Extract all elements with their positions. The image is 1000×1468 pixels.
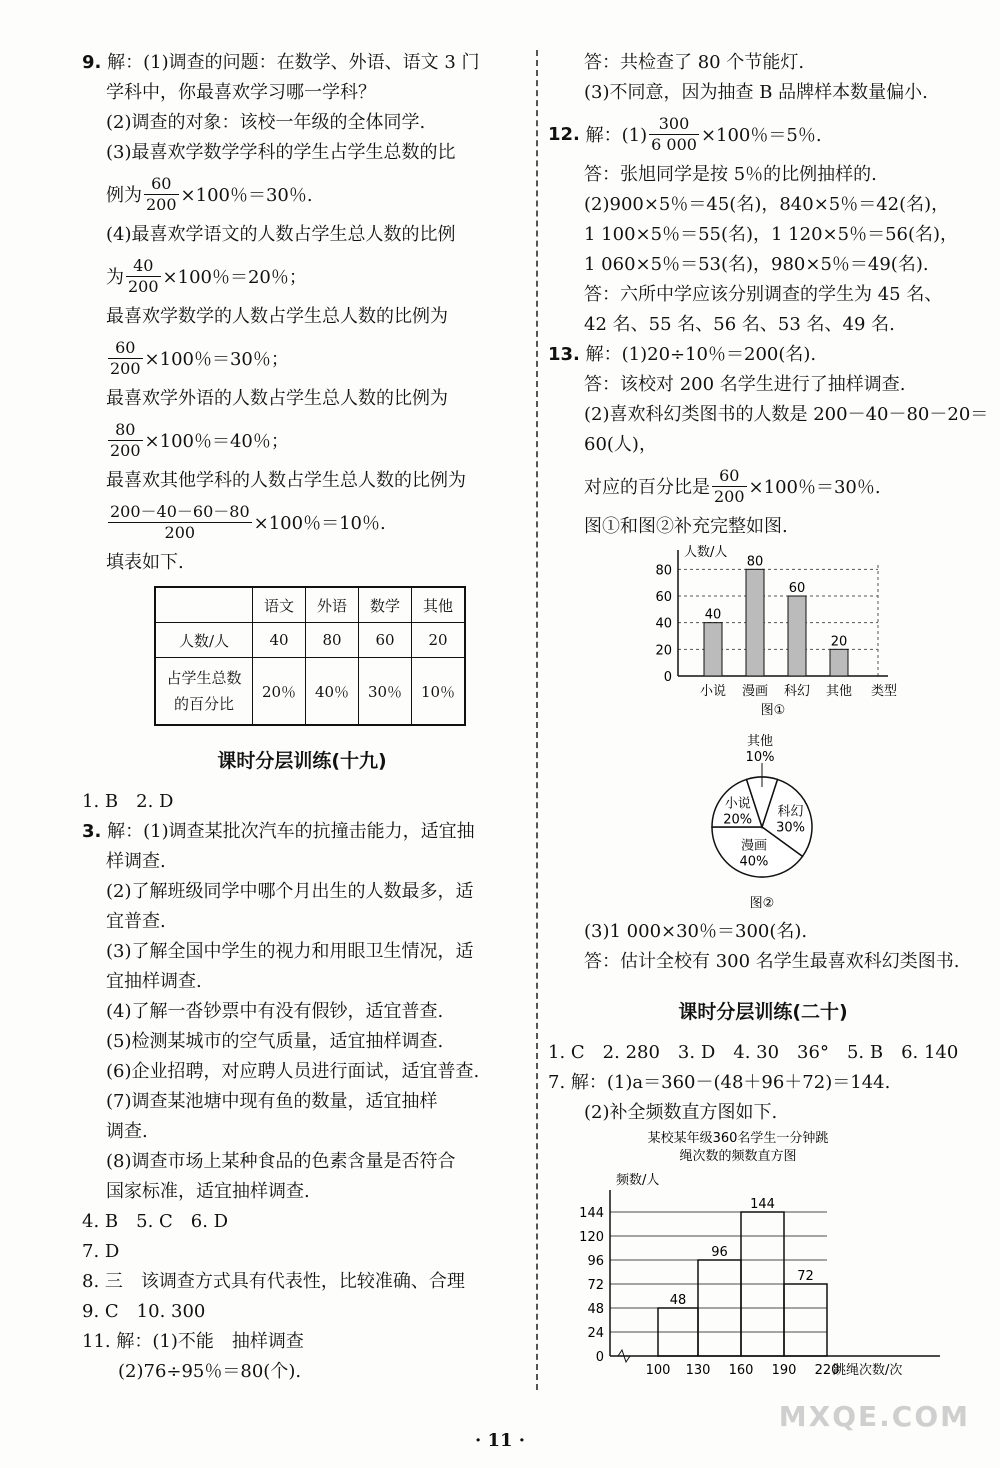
q3-line: 国家标准，适宜抽样调查. <box>106 1181 310 1202</box>
q13-line: 答：估计全校有 300 名学生最喜欢科幻类图书. <box>584 951 960 972</box>
q9-line: 学科中，你最喜欢学习哪一学科？ <box>106 82 376 103</box>
y-tick-label: 40 <box>655 616 672 632</box>
q7-line: 7. 解：(1)a＝360－(48＋96＋72)＝144. <box>548 1072 891 1093</box>
q3-line: 宜抽样调查. <box>106 971 202 992</box>
q3-line: (5)检测某城市的空气质量，适宜抽样调查. <box>106 1031 444 1052</box>
x-tick-label: 其他 <box>825 684 853 699</box>
q12-line: 答：六所中学应该分别调查的学生为 45 名、 <box>584 284 943 305</box>
answer-line: 4. B 5. C 6. D <box>82 1211 229 1232</box>
answer-table <box>154 586 466 726</box>
x-axis-label: 类型 <box>871 684 898 699</box>
fraction-line: $\frac{200-40-60-80}{200}$ ×100％＝10％. <box>110 501 386 542</box>
bar <box>830 649 848 676</box>
q9-line: 填表如下. <box>106 552 184 573</box>
histogram-jump-rope <box>548 1128 968 1378</box>
chart-title: 绳次数的频数直方图 <box>679 1149 797 1164</box>
q9-line: (2)调查的对象：该校一年级的全体同学. <box>106 112 426 133</box>
chart-title: 某校某年级360名学生一分钟跳 <box>647 1131 829 1146</box>
q11-line: 11. 解：(1)不能 抽样调查 <box>82 1331 304 1352</box>
x-tick-label: 130 <box>685 1363 711 1378</box>
pie-label: 漫画 <box>740 838 767 854</box>
right-column <box>548 48 989 1378</box>
x-tick-label: 科幻 <box>783 684 811 699</box>
q3-line: (2)了解班级同学中哪个月出生的人数最多，适 <box>106 881 474 902</box>
fraction: $\frac{80}{200}$ <box>110 419 141 460</box>
q12-line: 1 100×5％＝55(名)，1 120×5％＝56(名)， <box>584 224 959 245</box>
answer-line: 7. D <box>82 1241 120 1262</box>
section-title: 课时分层训练(二十) <box>678 1001 848 1023</box>
fraction-line: 对应的百分比是 $\frac{60}{200}$ ×100％＝30％. <box>584 465 881 506</box>
fraction: $\frac{40}{200}$ <box>128 255 159 296</box>
answer-line: 8. 三 该调查方式具有代表性，比较准确、合理 <box>82 1271 465 1292</box>
fraction: $\frac{60}{200}$ <box>146 173 177 214</box>
data-label: 48 <box>669 1293 687 1308</box>
chart-caption: 图① <box>760 703 786 718</box>
section-title: 课时分层训练(十九) <box>217 750 387 772</box>
y-tick-label: 96 <box>587 1254 604 1269</box>
x-tick-label: 小说 <box>699 684 727 699</box>
q12-line: (2)900×5％＝45(名)，840×5％＝42(名)， <box>584 194 950 215</box>
q13-line: (3)1 000×30％＝300(名). <box>584 921 808 942</box>
column-divider <box>536 50 538 1390</box>
histogram-bar <box>784 1284 827 1356</box>
x-axis-label: 跳绳次数/次 <box>833 1363 903 1378</box>
q9-line: 最喜欢学外语的人数占学生总人数的比例为 <box>106 388 448 409</box>
answer-line: 1. B 2. D <box>82 791 174 812</box>
q3-line: (8)调查市场上某种食品的色素含量是否符合 <box>106 1151 456 1172</box>
q11-line: (2)76÷95％＝80(个). <box>118 1361 302 1382</box>
data-label: 40 <box>704 607 722 623</box>
q9-line: (4)最喜欢学语文的人数占学生总人数的比例 <box>106 224 456 245</box>
data-label: 60 <box>788 581 806 596</box>
table-row: 人数/人 40 80 60 20 <box>155 623 465 658</box>
fraction-line: $\frac{60}{200}$ ×100％＝30％； <box>110 337 289 378</box>
y-tick-label: 144 <box>579 1206 604 1221</box>
q3-line: (4)了解一沓钞票中有没有假钞，适宜普查. <box>106 1001 444 1022</box>
q9-line: 最喜欢学数学的人数占学生总人数的比例为 <box>106 306 448 327</box>
y-tick-label: 0 <box>595 1350 604 1365</box>
q9-line: 9. 解：(1)调查的问题：在数学、外语、语文 3 门 <box>82 52 480 73</box>
q13-line: 13. 解：(1)20÷10％＝200(名). <box>548 344 817 365</box>
y-tick-label: 60 <box>655 590 672 605</box>
q12-line: 42 名、55 名、56 名、53 名、49 名. <box>584 314 895 335</box>
fraction-line: 为 $\frac{40}{200}$ ×100％＝20％； <box>106 255 307 296</box>
data-label: 144 <box>750 1197 775 1212</box>
q3-line: 宜普查. <box>106 911 166 932</box>
y-tick-label: 72 <box>587 1278 604 1293</box>
x-tick-label: 100 <box>645 1363 671 1378</box>
q13-line: 答：该校对 200 名学生进行了抽样调查. <box>584 374 906 395</box>
pie-label: 其他 <box>746 734 774 749</box>
pie-percent: 30% <box>776 820 805 836</box>
y-tick-label: 48 <box>587 1302 604 1317</box>
q12-line: 答：张旭同学是按 5％的比例抽样的. <box>584 164 877 185</box>
q3-line: (6)企业招聘，对应聘人员进行面试，适宜普查. <box>106 1061 480 1082</box>
bar <box>788 596 806 676</box>
q3-line: (7)调查某池塘中现有鱼的数量，适宜抽样 <box>106 1091 438 1112</box>
answer-line: 1. C 2. 280 3. D 4. 30 36° 5. B 6. 140 <box>548 1042 959 1063</box>
fraction-line: 例为 $\frac{60}{200}$ ×100％＝30％. <box>106 173 313 214</box>
fraction: $\frac{200-40-60-80}{200}$ <box>110 501 250 542</box>
y-tick-label: 20 <box>655 643 672 659</box>
fraction: $\frac{60}{200}$ <box>714 465 745 506</box>
chart-caption: 图② <box>749 896 775 911</box>
y-axis-label: 人数/人 <box>684 545 728 560</box>
q12-line: 1 060×5％＝53(名)，980×5％＝49(名). <box>584 254 929 275</box>
data-label: 96 <box>711 1245 728 1260</box>
q3-line: 样调查. <box>106 851 166 872</box>
data-label: 20 <box>830 634 848 650</box>
fraction: $\frac{60}{200}$ <box>110 337 141 378</box>
data-label: 80 <box>746 554 764 570</box>
q3-line: 调查. <box>106 1121 148 1142</box>
fraction-line: $\frac{80}{200}$ ×100％＝40％； <box>110 419 289 460</box>
x-tick-label: 漫画 <box>741 684 769 699</box>
x-tick-label: 220 <box>814 1363 840 1378</box>
bar-chart-reading <box>548 542 968 727</box>
y-axis-label: 频数/人 <box>616 1173 660 1188</box>
q9-line: 最喜欢其他学科的人数占学生总人数的比例为 <box>106 470 466 491</box>
answer-line: 9. C 10. 300 <box>82 1301 206 1322</box>
q7-line: (2)补全频数直方图如下. <box>584 1102 778 1123</box>
x-tick-label: 160 <box>728 1363 754 1378</box>
y-tick-label: 0 <box>663 670 672 685</box>
page-number: · 11 · <box>474 1430 526 1451</box>
q13-line: 60(人)， <box>584 434 657 455</box>
pie-percent: 20% <box>723 812 753 828</box>
left-column <box>82 48 522 1387</box>
q13-line: (2)喜欢科幻类图书的人数是 200－40－80－20＝ <box>584 404 989 425</box>
q3-line: (3)了解全国中学生的视力和用眼卫生情况，适 <box>106 941 474 962</box>
bar <box>704 623 722 676</box>
pie-percent: 10% <box>745 750 775 765</box>
q9-line: (3)最喜欢学数学学科的学生占学生总数的比 <box>106 142 456 163</box>
q11-line: 答：共检查了 80 个节能灯. <box>584 52 805 73</box>
data-label: 72 <box>797 1269 814 1284</box>
pie-label: 科幻 <box>777 804 804 820</box>
watermark: MXQE.COM <box>778 1400 970 1433</box>
pie-label: 小说 <box>724 796 751 812</box>
y-tick-label: 120 <box>579 1230 604 1245</box>
pie-percent: 40% <box>739 854 769 870</box>
table-row: 占学生总数 的百分比 20％ 40％ 30％ 10％ <box>155 658 465 726</box>
y-tick-label: 24 <box>587 1326 604 1341</box>
q13-line: 图①和图②补充完整如图. <box>584 516 788 537</box>
bar <box>746 569 764 676</box>
y-tick-label: 80 <box>655 563 672 579</box>
q3-line: 3. 解：(1)调查某批次汽车的抗撞击能力，适宜抽 <box>82 821 475 842</box>
fraction: $\frac{300}{6 000}$ <box>651 113 697 154</box>
pie-chart-reading <box>548 727 968 917</box>
q11-line: (3)不同意，因为抽查 B 品牌样本数量偏小. <box>584 82 928 103</box>
table-row: 语文 外语 数学 其他 <box>155 587 465 623</box>
x-tick-label: 190 <box>771 1363 797 1378</box>
fraction-line: 12. 解：(1) $\frac{300}{6 000}$ ×100％＝5％. <box>548 113 822 154</box>
